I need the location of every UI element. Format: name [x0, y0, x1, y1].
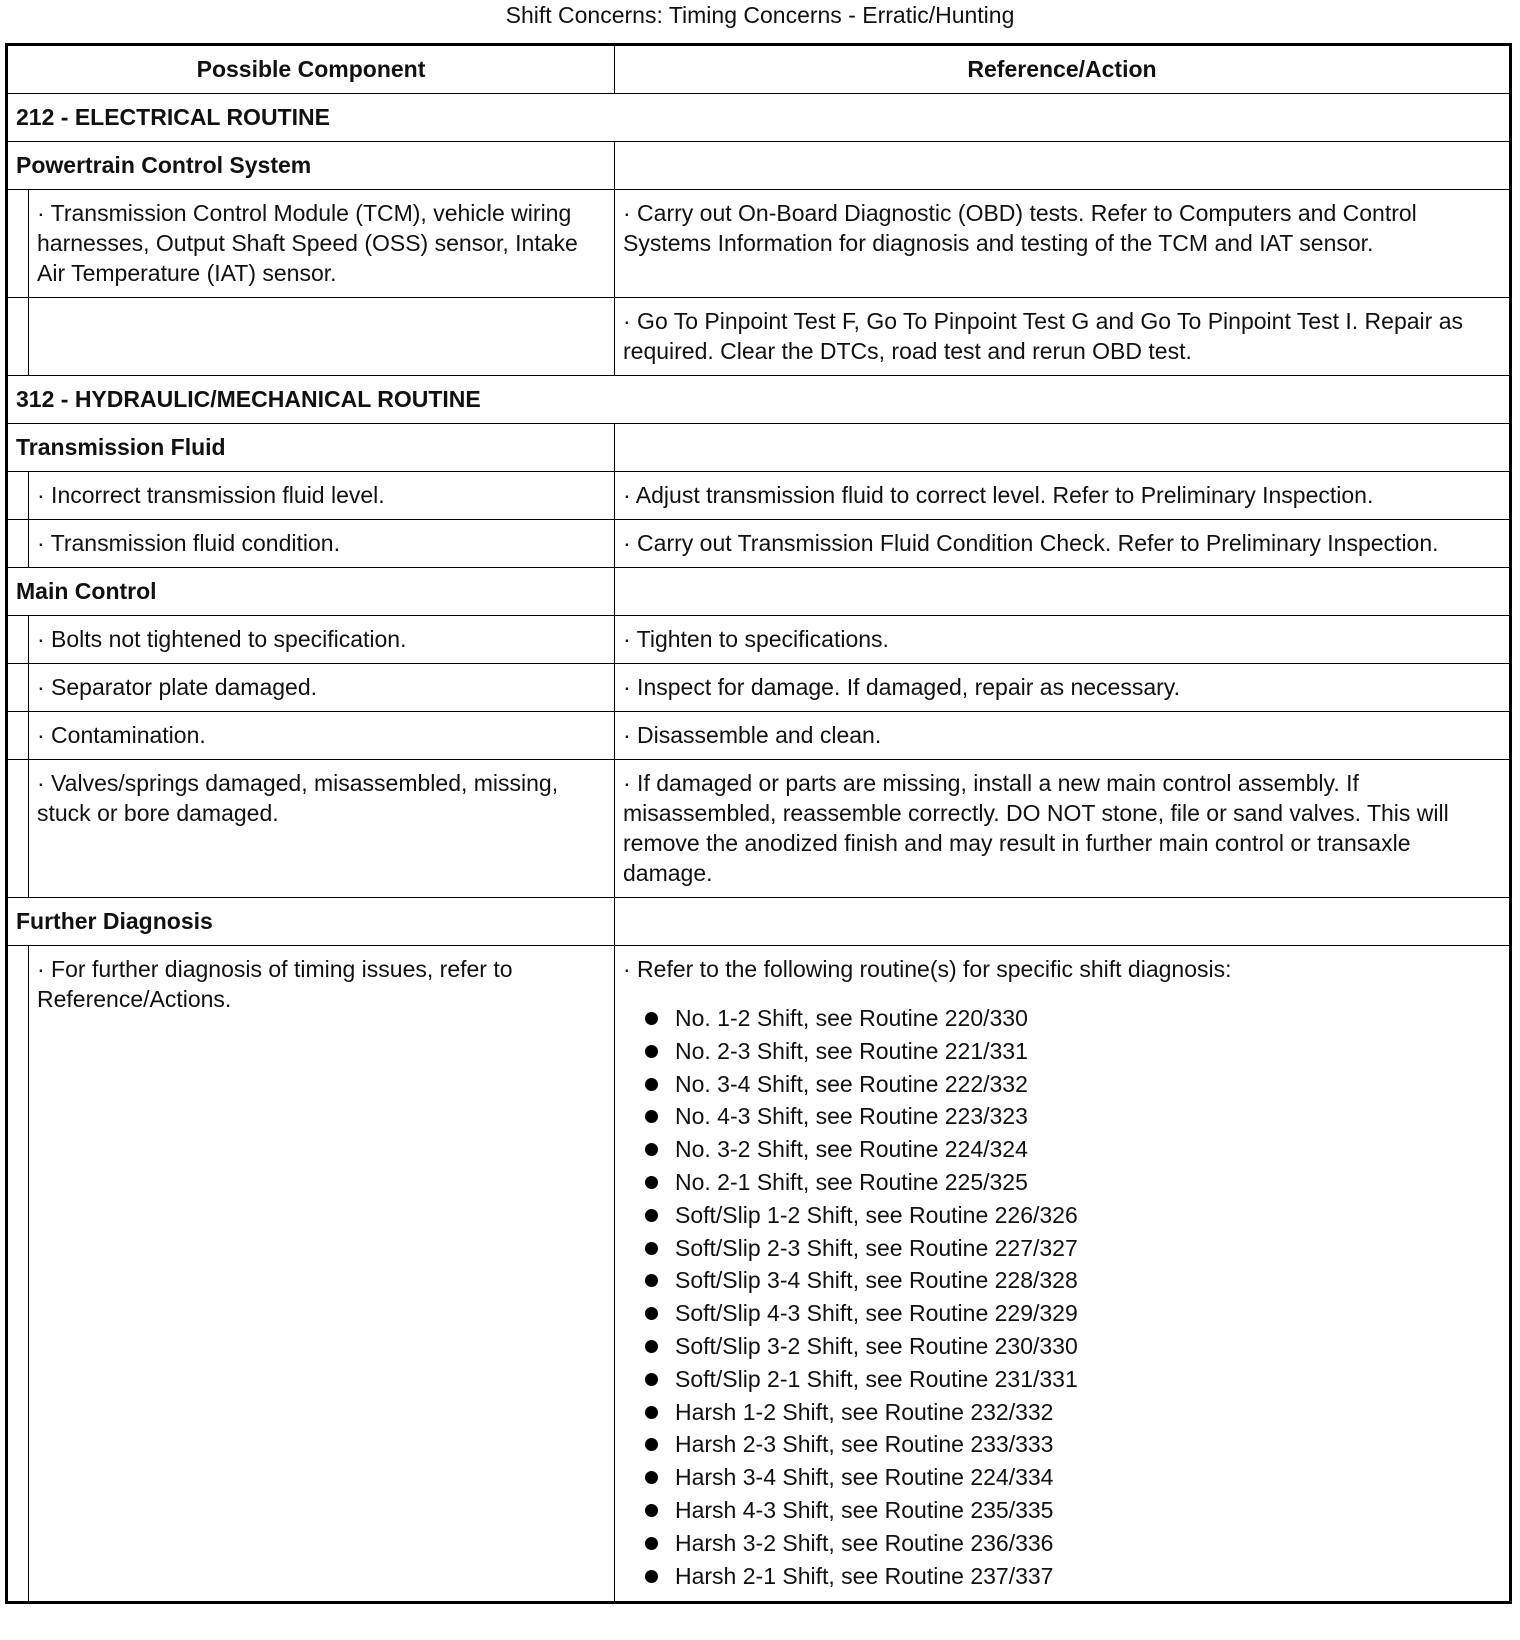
routine-list-item: Soft/Slip 4-3 Shift, see Routine 229/329 [645, 1297, 1501, 1330]
group-row [7, 568, 1511, 616]
group-row [7, 424, 1511, 472]
action-cell [615, 520, 1511, 568]
action-cell [615, 664, 1511, 712]
action-text: · Tighten to specifications. [623, 626, 889, 652]
component-text: · Valves/springs damaged, misassembled, missing, stuck or bore damaged. [37, 770, 559, 826]
indent-gutter [7, 298, 29, 376]
table-header-row [7, 45, 1511, 94]
routine-list-item: No. 3-4 Shift, see Routine 222/332 [645, 1068, 1501, 1101]
routine-list-item: No. 3-2 Shift, see Routine 224/324 [645, 1133, 1501, 1166]
routine-list-item: No. 1-2 Shift, see Routine 220/330 [645, 1002, 1501, 1035]
action-text: · Adjust transmission fluid to correct level. Refer to Preliminary Inspection. [623, 482, 1374, 508]
group-action-empty-cell [615, 142, 1511, 190]
routine-list-item: No. 4-3 Shift, see Routine 223/323 [645, 1100, 1501, 1133]
group-action-empty-cell [615, 424, 1511, 472]
indent-gutter [7, 760, 29, 898]
action-cell [615, 190, 1511, 298]
action-cell [615, 472, 1511, 520]
component-text: · Incorrect transmission fluid level. [37, 482, 385, 508]
indent-gutter [7, 712, 29, 760]
action-cell [615, 712, 1511, 760]
component-cell [29, 520, 615, 568]
indent-gutter [7, 616, 29, 664]
action-text: · If damaged or parts are missing, install a new main control assembly. If misassembled, reassemble correctly. DO NOT stone, file or sand valves. This will remove the anodized finish and may result in further main control or transaxle damage. [623, 770, 1449, 886]
component-text: · For further diagnosis of timing issues, refer to Reference/Actions. [37, 956, 513, 1012]
action-cell [615, 946, 1511, 1603]
table-row [7, 616, 1511, 664]
group-row [7, 142, 1511, 190]
component-text: · Transmission Control Module (TCM), vehicle wiring harnesses, Output Shaft Speed (OSS) sensor, Intake Air Temperature (IAT) sensor. [37, 200, 578, 286]
component-cell [29, 664, 615, 712]
table-row [7, 946, 1511, 1603]
component-text: · Bolts not tightened to specification. [37, 626, 407, 652]
group-heading: Main Control [7, 568, 615, 616]
diagnosis-table [5, 43, 1512, 1604]
group-action-empty-cell [615, 898, 1511, 946]
component-cell [29, 760, 615, 898]
component-text: · Transmission fluid condition. [37, 530, 340, 556]
table-body [7, 94, 1511, 1603]
component-cell [29, 616, 615, 664]
column-header-component: Possible Component [7, 45, 615, 94]
table-row [7, 298, 1511, 376]
component-cell [29, 946, 615, 1603]
routine-list-item: No. 2-1 Shift, see Routine 225/325 [645, 1166, 1501, 1199]
routine-list-item: Harsh 1-2 Shift, see Routine 232/332 [645, 1396, 1501, 1429]
routine-list-item: Soft/Slip 1-2 Shift, see Routine 226/326 [645, 1199, 1501, 1232]
action-cell [615, 760, 1511, 898]
indent-gutter [7, 472, 29, 520]
table-row [7, 712, 1511, 760]
component-cell [29, 712, 615, 760]
action-text: · Carry out On-Board Diagnostic (OBD) tests. Refer to Computers and Control Systems Information for diagnosis and testing of the TCM and IAT sensor. [623, 200, 1417, 256]
routine-list [623, 1002, 1501, 1592]
action-text: · Inspect for damage. If damaged, repair as necessary. [623, 674, 1180, 700]
group-action-empty-cell [615, 568, 1511, 616]
routine-list-item: Soft/Slip 3-2 Shift, see Routine 230/330 [645, 1330, 1501, 1363]
column-header-action: Reference/Action [615, 45, 1511, 94]
indent-gutter [7, 190, 29, 298]
section-row [7, 94, 1511, 142]
page-title: Shift Concerns: Timing Concerns - Erratic/Hunting [505, 2, 1015, 28]
component-cell [29, 472, 615, 520]
section-heading: 212 - ELECTRICAL ROUTINE [7, 94, 1511, 142]
table-row [7, 760, 1511, 898]
component-text: · Separator plate damaged. [37, 674, 318, 700]
routine-list-item: Soft/Slip 2-1 Shift, see Routine 231/331 [645, 1363, 1501, 1396]
table-row [7, 664, 1511, 712]
routine-list-item: Harsh 3-2 Shift, see Routine 236/336 [645, 1527, 1501, 1560]
routine-list-item: No. 2-3 Shift, see Routine 221/331 [645, 1035, 1501, 1068]
group-heading: Further Diagnosis [7, 898, 615, 946]
action-text: · Go To Pinpoint Test F, Go To Pinpoint Test G and Go To Pinpoint Test I. Repair as required. Clear the DTCs, road test and rerun OBD test. [623, 308, 1463, 364]
section-heading: 312 - HYDRAULIC/MECHANICAL ROUTINE [7, 376, 1511, 424]
action-text: · Refer to the following routine(s) for specific shift diagnosis: [623, 956, 1232, 982]
table-row [7, 190, 1511, 298]
group-heading: Transmission Fluid [7, 424, 615, 472]
action-text: · Disassemble and clean. [623, 722, 882, 748]
routine-list-item: Soft/Slip 3-4 Shift, see Routine 228/328 [645, 1264, 1501, 1297]
routine-list-item: Soft/Slip 2-3 Shift, see Routine 227/327 [645, 1232, 1501, 1265]
indent-gutter [7, 520, 29, 568]
component-text: · Contamination. [37, 722, 206, 748]
action-cell [615, 298, 1511, 376]
action-text: · Carry out Transmission Fluid Condition Check. Refer to Preliminary Inspection. [623, 530, 1439, 556]
component-cell [29, 190, 615, 298]
routine-list-item: Harsh 2-3 Shift, see Routine 233/333 [645, 1428, 1501, 1461]
table-row [7, 520, 1511, 568]
group-heading: Powertrain Control System [7, 142, 615, 190]
indent-gutter [7, 664, 29, 712]
indent-gutter [7, 946, 29, 1603]
routine-list-item: Harsh 4-3 Shift, see Routine 235/335 [645, 1494, 1501, 1527]
routine-list-item: Harsh 2-1 Shift, see Routine 237/337 [645, 1560, 1501, 1593]
routine-list-item: Harsh 3-4 Shift, see Routine 224/334 [645, 1461, 1501, 1494]
section-row [7, 376, 1511, 424]
component-cell [29, 298, 615, 376]
group-row [7, 898, 1511, 946]
action-cell [615, 616, 1511, 664]
table-row [7, 472, 1511, 520]
